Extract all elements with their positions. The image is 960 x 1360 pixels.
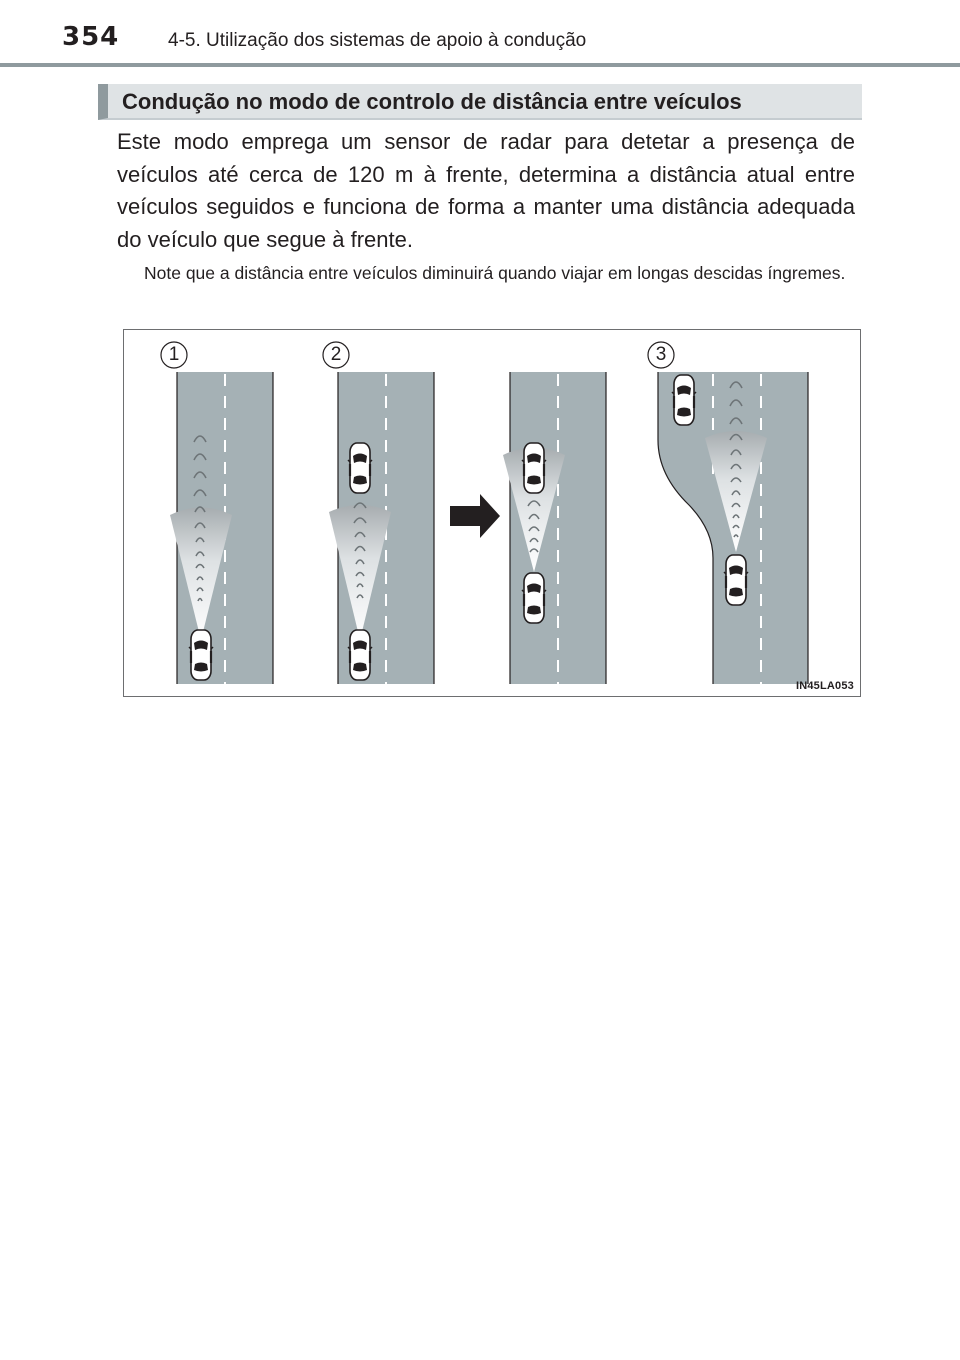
body-paragraph: Este modo emprega um sensor de radar para detetar a presença de veículos até cerca de 120 m à frente, determina a distância atual entre veículos seguidos e funciona de forma a manter uma distância adequada do veículo que segue à frente. (117, 129, 855, 252)
note-paragraph: Note que a distância entre veículos diminuirá quando viajar em longas descidas íngremes. (144, 263, 846, 283)
transition-arrow (450, 494, 500, 538)
road-4 (658, 372, 808, 684)
road-3 (503, 372, 606, 684)
illustration-graphic (124, 330, 861, 697)
marker-3-label: 3 (655, 344, 667, 365)
page-number: 354 (62, 22, 120, 52)
chapter-title: 4-5. Utilização dos sistemas de apoio à condução (168, 30, 587, 51)
marker-1-label: 1 (168, 344, 180, 365)
section-heading (98, 84, 862, 120)
road-1 (170, 372, 273, 684)
section-heading-text: Condução no modo de controlo de distância entre veículos (122, 89, 742, 114)
header-rule (0, 63, 960, 67)
marker-2-label: 2 (330, 344, 342, 365)
figure-code: IN45LA053 (795, 680, 854, 692)
road-2 (329, 372, 434, 684)
illustration (123, 329, 861, 697)
